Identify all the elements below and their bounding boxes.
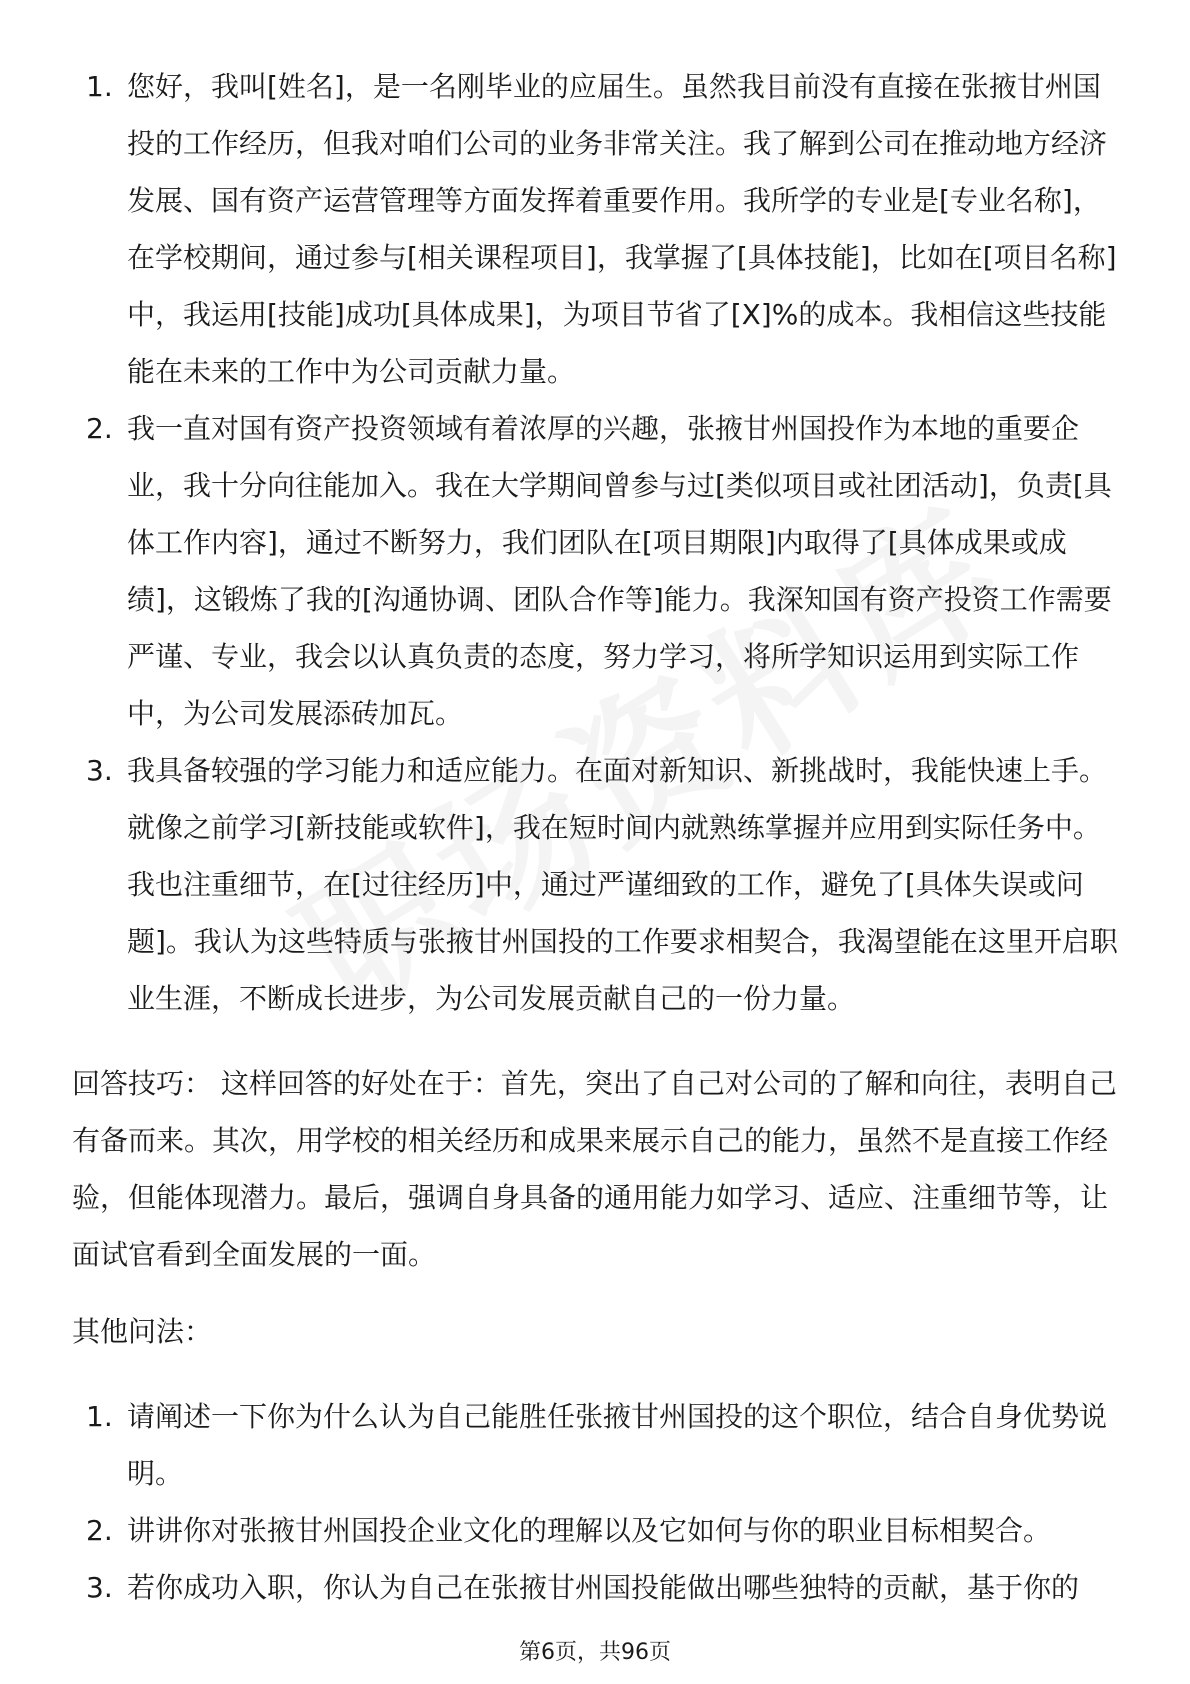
list-number: 2.	[86, 1514, 113, 1547]
question-item	[72, 1502, 1122, 1559]
answer-text: 我一直对国有资产投资领域有着浓厚的兴趣，张掖甘州国投作为本地的重要企业，我十分向往能加入。我在大学期间曾参与过[类似项目或社团活动]，负责[具体工作内容]，通过不断努力，我们团队在[项目期限]内取得了[具体成果或成绩]，这锻炼了我的[沟通协调、团队合作等]能力。我深知国有资产投资工作需要严谨、专业，我会以认真负责的态度，努力学习，将所学知识运用到实际工作中，为公司发展添砖加瓦。	[127, 412, 1112, 730]
question-text: 请阐述一下你为什么认为自己能胜任张掖甘州国投的这个职位，结合自身优势说明。	[127, 1400, 1108, 1490]
answer-item	[72, 58, 1122, 400]
answer-text: 您好，我叫[姓名]，是一名刚毕业的应届生。虽然我目前没有直接在张掖甘州国投的工作经历，但我对咱们公司的业务非常关注。我了解到公司在推动地方经济发展、国有资产运营管理等方面发挥着重要作用。我所学的专业是[专业名称]，在学校期间，通过参与[相关课程项目]，我掌握了[具体技能]，比如在[项目名称]中，我运用[技能]成功[具体成果]，为项目节省了[X]%的成本。我相信这些技能能在未来的工作中为公司贡献力量。	[127, 70, 1117, 388]
list-number: 3.	[86, 754, 113, 787]
question-item	[72, 1559, 1122, 1616]
answer-text: 我具备较强的学习能力和适应能力。在面对新知识、新挑战时，我能快速上手。就像之前学习[新技能或软件]，我在短时间内就熟练掌握并应用到实际任务中。我也注重细节，在[过往经历]中，通过严谨细致的工作，避免了[具体失误或问题]。我认为这些特质与张掖甘州国投的工作要求相契合，我渴望能在这里开启职业生涯，不断成长进步，为公司发展贡献自己的一份力量。	[127, 754, 1118, 1015]
answer-item	[72, 742, 1122, 1027]
answer-tips: 回答技巧： 这样回答的好处在于：首先，突出了自己对公司的了解和向往，表明自己有备而来。其次，用学校的相关经历和成果来展示自己的能力，虽然不是直接工作经验，但能体现潜力。最后，强调自身具备的通用能力如学习、适应、注重细节等，让面试官看到全面发展的一面。	[72, 1067, 1117, 1271]
page-number-footer: 第6页，共96页	[519, 1640, 671, 1665]
list-number: 2.	[86, 412, 113, 445]
list-number: 1.	[86, 70, 113, 103]
page-content	[72, 58, 1122, 1616]
other-questions-list	[72, 1388, 1122, 1616]
list-number: 1.	[86, 1400, 113, 1433]
answer-list	[72, 58, 1122, 1027]
question-item	[72, 1388, 1122, 1502]
question-text: 讲讲你对张掖甘州国投企业文化的理解以及它如何与你的职业目标相契合。	[127, 1514, 1052, 1547]
question-text: 若你成功入职，你认为自己在张掖甘州国投能做出哪些独特的贡献，基于你的	[127, 1571, 1080, 1604]
list-number: 3.	[86, 1571, 113, 1604]
other-questions-heading: 其他问法：	[72, 1315, 213, 1348]
answer-item	[72, 400, 1122, 742]
